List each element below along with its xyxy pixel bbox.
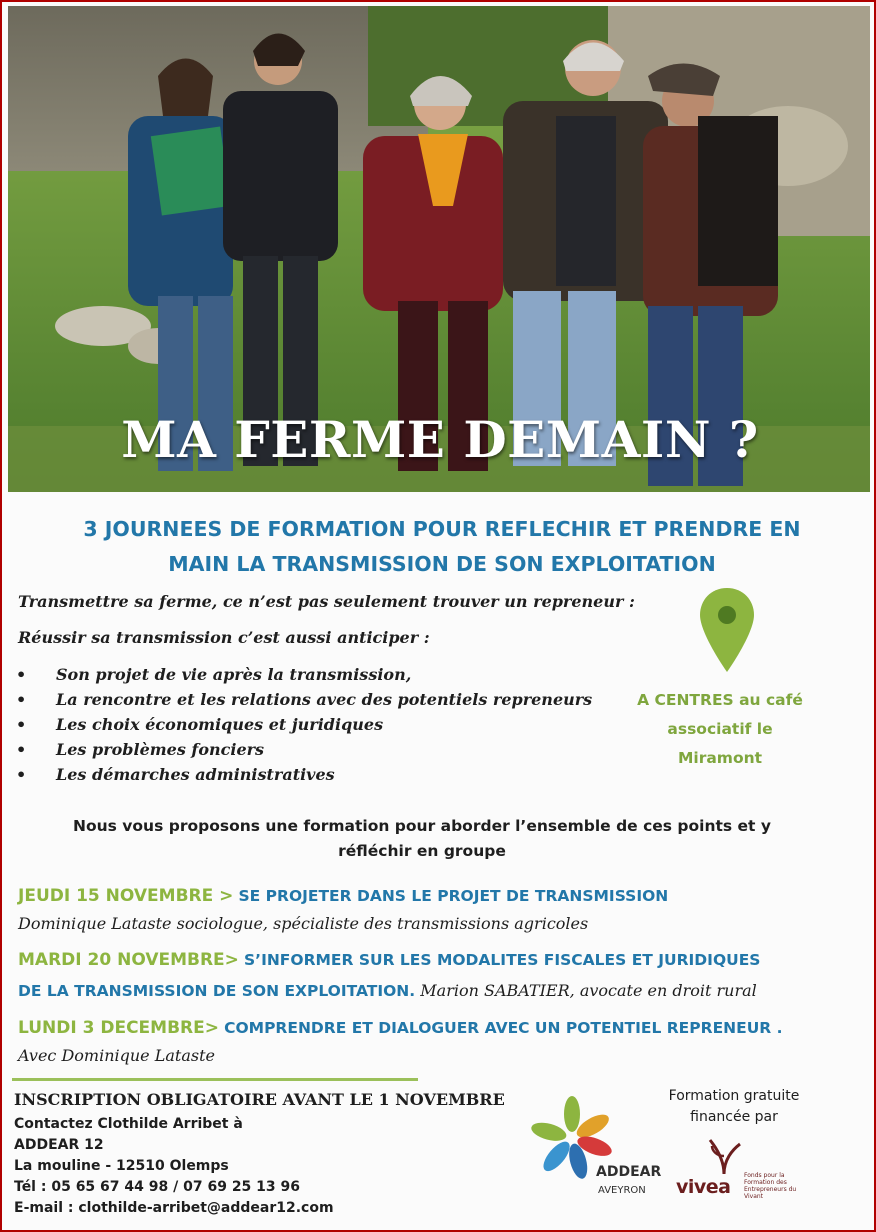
intro-line-2: Réussir sa transmission c’est aussi anticiper : [18,628,430,647]
bullet-icon: • [16,765,27,784]
vivea-tagline: Fonds pour la Formation des Entrepreneurs du Vivant [744,1172,797,1200]
vivea-logo-icon [702,1136,746,1176]
bullet-icon: • [16,665,27,684]
session-1-speaker: Dominique Lataste sociologue, spécialiste des transmissions agricoles [18,914,589,933]
session-3-title: LUNDI 3 DECEMBRE> COMPRENDRE ET DIALOGUER AVEC UN POTENTIEL REPRENEUR . [18,1018,783,1038]
list-item: • Les problèmes fonciers [14,737,592,762]
addear-name: ADDEAR [596,1164,662,1180]
subtitle-line-1: 3 JOURNEES DE FORMATION POUR REFLECHIR ET PRENDRE EN [83,517,801,541]
bullet-icon: • [16,690,27,709]
session-1-title: JEUDI 15 NOVEMBRE > SE PROJETER DANS LE PROJET DE TRANSMISSION [18,886,669,906]
map-pin-icon [698,586,756,674]
list-item: • La rencontre et les relations avec des potentiels repreneurs [14,687,592,712]
session-3-speaker: Avec Dominique Lataste [18,1046,215,1065]
bullet-list [14,662,592,787]
contact-person: Contactez Clothilde Arribet à [14,1116,243,1132]
list-item: • Les choix économiques et juridiques [14,712,592,737]
headline: MA FERME DEMAIN ? [121,410,759,469]
intro-line-1: Transmettre sa ferme, ce n’est pas seulement trouver un repreneur : [18,592,635,611]
session-2-title: MARDI 20 NOVEMBRE> S’INFORMER SUR LES MODALITES FISCALES ET JURIDIQUES [18,950,761,970]
session-2-subtitle: DE LA TRANSMISSION DE SON EXPLOITATION. Marion SABATIER, avocate en droit rural [18,981,757,1000]
addear-subtitle: AVEYRON [598,1185,646,1196]
subtitle-line-2: MAIN LA TRANSMISSION DE SON EXPLOITATION [168,552,716,576]
registration-title: INSCRIPTION OBLIGATOIRE AVANT LE 1 NOVEMBRE [14,1090,505,1109]
vivea-name: vivea [676,1176,731,1198]
proposal-text: Nous vous proposons une formation pour aborder l’ensemble de ces points et y réfléchir en groupe [73,817,771,860]
subtitle [22,512,862,582]
bullet-icon: • [16,715,27,734]
list-item: • Les démarches administratives [14,762,592,787]
contact-org: ADDEAR 12 [14,1137,104,1153]
funding-text: Formation gratuite financée par [668,1088,800,1125]
contact-phone: Tél : 05 65 67 44 98 / 07 69 25 13 96 [14,1179,301,1195]
bullet-icon: • [16,740,27,759]
contact-address: La mouline - 12510 Olemps [14,1158,229,1174]
location: A CENTRES au café associatif le Miramont [637,691,803,767]
list-item: • Son projet de vie après la transmission, [14,662,592,687]
divider [12,1078,418,1081]
contact-email: E-mail : clothilde-arribet@addear12.com [14,1200,334,1216]
